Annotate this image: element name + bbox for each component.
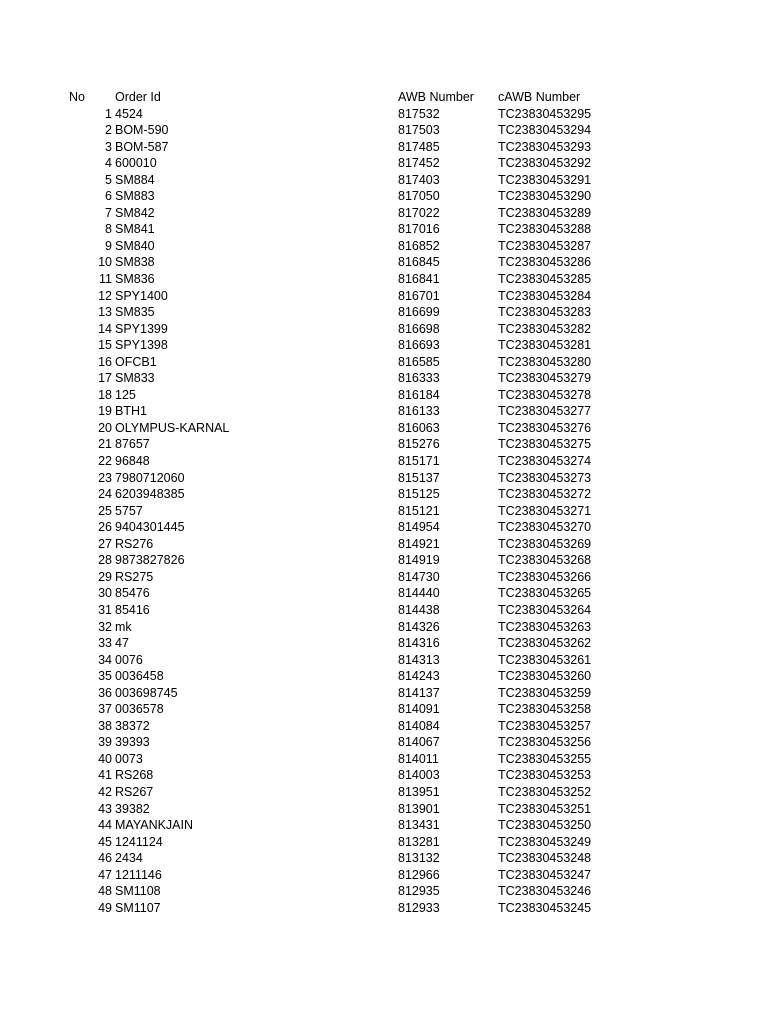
table-row: [0, 304, 768, 321]
row-no: 23: [98, 470, 112, 485]
row-no: 41: [98, 768, 112, 783]
row-no: 25: [98, 503, 112, 518]
row-awb-number: 814326: [398, 619, 440, 634]
row-cawb-number: TC23830453295: [498, 106, 592, 121]
row-no: 21: [98, 437, 112, 452]
row-no: 12: [98, 288, 112, 303]
row-no: 28: [98, 553, 112, 568]
row-order-id: 1211146: [115, 867, 162, 882]
row-order-id: BTH1: [115, 404, 147, 419]
row-cawb-number: TC23830453249: [498, 834, 592, 849]
row-no: 15: [98, 338, 112, 353]
table-row: [0, 221, 768, 238]
row-awb-number: 816845: [398, 255, 440, 270]
table-row: [0, 718, 768, 735]
row-cawb-number: TC23830453270: [498, 520, 592, 535]
row-cawb-number: TC23830453282: [498, 321, 592, 336]
row-order-id: RS275: [115, 569, 154, 584]
row-cawb-number: TC23830453275: [498, 437, 592, 452]
table-row: [0, 635, 768, 652]
row-awb-number: 814440: [398, 586, 440, 601]
row-cawb-number: TC23830453266: [498, 569, 592, 584]
row-awb-number: 814091: [398, 702, 440, 717]
table-row: [0, 850, 768, 867]
row-no: 45: [98, 834, 112, 849]
row-no: 39: [98, 735, 112, 750]
row-cawb-number: TC23830453276: [498, 420, 592, 435]
row-awb-number: 817050: [398, 189, 440, 204]
table-row: [0, 271, 768, 288]
row-awb-number: 816699: [398, 305, 440, 320]
row-no: 32: [98, 619, 112, 634]
row-cawb-number: TC23830453277: [498, 404, 592, 419]
row-no: 31: [98, 602, 112, 617]
row-awb-number: 815276: [398, 437, 440, 452]
table-row: [0, 106, 768, 123]
row-order-id: 5757: [115, 503, 143, 518]
table-row: [0, 403, 768, 420]
row-order-id: 4524: [115, 106, 143, 121]
row-order-id: 0073: [115, 751, 143, 766]
row-no: 5: [105, 172, 112, 187]
row-cawb-number: TC23830453265: [498, 586, 592, 601]
row-cawb-number: TC23830453291: [498, 172, 592, 187]
row-order-id: SM833: [115, 371, 155, 386]
row-cawb-number: TC23830453294: [498, 123, 592, 138]
row-order-id: 9404301445: [115, 520, 185, 535]
row-order-id: OFCB1: [115, 354, 157, 369]
row-order-id: SPY1399: [115, 321, 168, 336]
row-order-id: SM840: [115, 238, 155, 253]
row-cawb-number: TC23830453290: [498, 189, 592, 204]
row-order-id: MAYANKJAIN: [115, 818, 194, 833]
row-order-id: 9873827826: [115, 553, 185, 568]
table-row: [0, 784, 768, 801]
awb-table: [0, 89, 768, 916]
row-cawb-number: TC23830453272: [498, 487, 592, 502]
row-awb-number: 816333: [398, 371, 440, 386]
row-order-id: 0036578: [115, 702, 164, 717]
row-awb-number: 816852: [398, 238, 440, 253]
row-no: 29: [98, 569, 112, 584]
row-order-id: BOM-587: [115, 139, 169, 154]
row-cawb-number: TC23830453288: [498, 222, 592, 237]
row-no: 38: [98, 718, 112, 733]
row-cawb-number: TC23830453260: [498, 669, 592, 684]
row-order-id: 7980712060: [115, 470, 185, 485]
table-row: [0, 619, 768, 636]
row-no: 24: [98, 487, 112, 502]
table-row: [0, 370, 768, 387]
row-no: 49: [98, 900, 112, 915]
row-order-id: SM1107: [115, 900, 161, 915]
header-awb-number: AWB Number: [398, 90, 474, 104]
row-no: 34: [98, 652, 112, 667]
row-no: 17: [98, 371, 112, 386]
table-row: [0, 139, 768, 156]
row-cawb-number: TC23830453287: [498, 238, 592, 253]
row-awb-number: 814438: [398, 602, 440, 617]
row-awb-number: 812933: [398, 900, 440, 915]
row-awb-number: 815137: [398, 470, 440, 485]
row-awb-number: 814084: [398, 718, 440, 733]
row-awb-number: 813901: [398, 801, 440, 816]
row-no: 8: [105, 222, 112, 237]
row-awb-number: 812935: [398, 884, 440, 899]
table-row: [0, 701, 768, 718]
table-row: [0, 321, 768, 338]
row-cawb-number: TC23830453280: [498, 354, 592, 369]
row-cawb-number: TC23830453292: [498, 156, 592, 171]
row-order-id: 39382: [115, 801, 150, 816]
row-cawb-number: TC23830453261: [498, 652, 592, 667]
row-order-id: 125: [115, 387, 136, 402]
row-cawb-number: TC23830453271: [498, 503, 592, 518]
row-awb-number: 817503: [398, 123, 440, 138]
row-cawb-number: TC23830453263: [498, 619, 592, 634]
row-cawb-number: TC23830453284: [498, 288, 592, 303]
row-awb-number: 817403: [398, 172, 440, 187]
row-awb-number: 816585: [398, 354, 440, 369]
row-no: 18: [98, 387, 112, 402]
row-no: 10: [98, 255, 112, 270]
row-awb-number: 817016: [398, 222, 440, 237]
table-row: [0, 751, 768, 768]
row-no: 13: [98, 305, 112, 320]
table-row: [0, 420, 768, 437]
row-order-id: OLYMPUS-KARNAL: [115, 420, 230, 435]
row-order-id: RS268: [115, 768, 154, 783]
table-row: [0, 867, 768, 884]
row-no: 2: [105, 123, 112, 138]
row-awb-number: 816184: [398, 387, 440, 402]
table-row: [0, 205, 768, 222]
header-cawb-number: cAWB Number: [498, 90, 581, 104]
table-row: [0, 834, 768, 851]
row-cawb-number: TC23830453274: [498, 454, 592, 469]
table-row: [0, 668, 768, 685]
table-row: [0, 288, 768, 305]
row-cawb-number: TC23830453251: [498, 801, 592, 816]
row-awb-number: 813431: [398, 818, 440, 833]
row-order-id: SM835: [115, 305, 155, 320]
row-awb-number: 816133: [398, 404, 440, 419]
row-cawb-number: TC23830453256: [498, 735, 592, 750]
row-cawb-number: TC23830453258: [498, 702, 592, 717]
row-order-id: 1241124: [115, 834, 163, 849]
row-order-id: SPY1398: [115, 338, 168, 353]
table-row: [0, 569, 768, 586]
row-order-id: RS267: [115, 784, 154, 799]
row-awb-number: 814954: [398, 520, 440, 535]
row-order-id: 47: [115, 636, 129, 651]
row-awb-number: 817452: [398, 156, 440, 171]
row-no: 22: [98, 454, 112, 469]
row-no: 1: [105, 106, 112, 121]
table-body: [0, 106, 768, 917]
row-no: 44: [98, 818, 112, 833]
row-awb-number: 815125: [398, 487, 440, 502]
table-row: [0, 122, 768, 139]
row-cawb-number: TC23830453268: [498, 553, 592, 568]
row-order-id: 39393: [115, 735, 150, 750]
row-awb-number: 815171: [398, 454, 440, 469]
row-order-id: SPY1400: [115, 288, 168, 303]
table-row: [0, 436, 768, 453]
row-awb-number: 814137: [398, 685, 440, 700]
table-row: [0, 883, 768, 900]
row-cawb-number: TC23830453279: [498, 371, 592, 386]
row-awb-number: 814067: [398, 735, 440, 750]
row-order-id: SM1108: [115, 884, 161, 899]
row-no: 20: [98, 420, 112, 435]
row-order-id: SM841: [115, 222, 155, 237]
row-awb-number: 814730: [398, 569, 440, 584]
row-awb-number: 817532: [398, 106, 440, 121]
row-no: 43: [98, 801, 112, 816]
row-no: 47: [98, 867, 112, 882]
row-no: 48: [98, 884, 112, 899]
row-awb-number: 814921: [398, 536, 440, 551]
row-cawb-number: TC23830453286: [498, 255, 592, 270]
table-row: [0, 602, 768, 619]
row-no: 42: [98, 784, 112, 799]
table-row: [0, 470, 768, 487]
row-cawb-number: TC23830453245: [498, 900, 592, 915]
header-no: No: [69, 90, 85, 104]
row-cawb-number: TC23830453246: [498, 884, 592, 899]
table-row: [0, 519, 768, 536]
table-row: [0, 486, 768, 503]
table-row: [0, 900, 768, 917]
row-no: 33: [98, 636, 112, 651]
row-cawb-number: TC23830453269: [498, 536, 592, 551]
row-awb-number: 816841: [398, 272, 440, 287]
table-row: [0, 734, 768, 751]
row-awb-number: 814919: [398, 553, 440, 568]
row-cawb-number: TC23830453273: [498, 470, 592, 485]
row-order-id: mk: [115, 619, 132, 634]
table-row: [0, 817, 768, 834]
row-awb-number: 814011: [398, 751, 439, 766]
row-order-id: 6203948385: [115, 487, 185, 502]
row-cawb-number: TC23830453259: [498, 685, 592, 700]
row-order-id: 38372: [115, 718, 150, 733]
row-no: 46: [98, 851, 112, 866]
row-no: 16: [98, 354, 112, 369]
row-awb-number: 812966: [398, 867, 440, 882]
row-awb-number: 815121: [398, 503, 440, 518]
row-order-id: BOM-590: [115, 123, 169, 138]
row-awb-number: 816063: [398, 420, 440, 435]
row-order-id: 600010: [115, 156, 157, 171]
row-cawb-number: TC23830453293: [498, 139, 592, 154]
row-order-id: 2434: [115, 851, 143, 866]
row-awb-number: 814003: [398, 768, 440, 783]
table-row: [0, 172, 768, 189]
row-no: 4: [105, 156, 112, 171]
row-awb-number: 814316: [398, 636, 440, 651]
row-order-id: 87657: [115, 437, 150, 452]
row-cawb-number: TC23830453289: [498, 205, 592, 220]
row-no: 36: [98, 685, 112, 700]
table-row: [0, 685, 768, 702]
table-row: [0, 503, 768, 520]
table-header-row: [0, 89, 768, 106]
row-no: 11: [99, 272, 112, 287]
row-cawb-number: TC23830453278: [498, 387, 592, 402]
row-awb-number: 816701: [398, 288, 440, 303]
table-row: [0, 453, 768, 470]
row-cawb-number: TC23830453283: [498, 305, 592, 320]
row-awb-number: 817485: [398, 139, 440, 154]
row-order-id: 96848: [115, 454, 150, 469]
table-row: [0, 767, 768, 784]
row-order-id: RS276: [115, 536, 154, 551]
table-row: [0, 188, 768, 205]
table-row: [0, 536, 768, 553]
row-no: 40: [98, 751, 112, 766]
row-order-id: SM842: [115, 205, 155, 220]
row-awb-number: 816693: [398, 338, 440, 353]
header-order-id: Order Id: [115, 90, 161, 104]
row-cawb-number: TC23830453255: [498, 751, 592, 766]
table-row: [0, 337, 768, 354]
row-cawb-number: TC23830453262: [498, 636, 592, 651]
row-no: 6: [105, 189, 112, 204]
row-cawb-number: TC23830453248: [498, 851, 592, 866]
row-order-id: 85476: [115, 586, 150, 601]
row-order-id: 85416: [115, 602, 150, 617]
row-no: 14: [98, 321, 112, 336]
row-cawb-number: TC23830453264: [498, 602, 592, 617]
row-no: 35: [98, 669, 112, 684]
row-cawb-number: TC23830453247: [498, 867, 592, 882]
row-awb-number: 813132: [398, 851, 440, 866]
row-awb-number: 816698: [398, 321, 440, 336]
row-no: 37: [98, 702, 112, 717]
row-awb-number: 814313: [398, 652, 440, 667]
row-no: 7: [105, 205, 112, 220]
row-order-id: SM838: [115, 255, 155, 270]
row-order-id: SM836: [115, 272, 155, 287]
row-cawb-number: TC23830453250: [498, 818, 592, 833]
table-row: [0, 354, 768, 371]
row-order-id: 0076: [115, 652, 143, 667]
row-no: 9: [105, 238, 112, 253]
row-cawb-number: TC23830453285: [498, 272, 592, 287]
table-row: [0, 801, 768, 818]
row-awb-number: 814243: [398, 669, 440, 684]
row-no: 19: [98, 404, 112, 419]
row-order-id: SM883: [115, 189, 155, 204]
row-cawb-number: TC23830453281: [498, 338, 592, 353]
table-row: [0, 254, 768, 271]
row-order-id: SM884: [115, 172, 155, 187]
row-no: 3: [105, 139, 112, 154]
row-awb-number: 813281: [398, 834, 440, 849]
table-row: [0, 238, 768, 255]
row-no: 26: [98, 520, 112, 535]
table-row: [0, 585, 768, 602]
row-awb-number: 817022: [398, 205, 440, 220]
table-row: [0, 652, 768, 669]
row-awb-number: 813951: [398, 784, 440, 799]
row-order-id: 0036458: [115, 669, 164, 684]
row-no: 30: [98, 586, 112, 601]
table-row: [0, 552, 768, 569]
row-no: 27: [98, 536, 112, 551]
row-cawb-number: TC23830453253: [498, 768, 592, 783]
row-cawb-number: TC23830453252: [498, 784, 592, 799]
table-row: [0, 155, 768, 172]
table-row: [0, 387, 768, 404]
row-order-id: 003698745: [115, 685, 178, 700]
row-cawb-number: TC23830453257: [498, 718, 592, 733]
